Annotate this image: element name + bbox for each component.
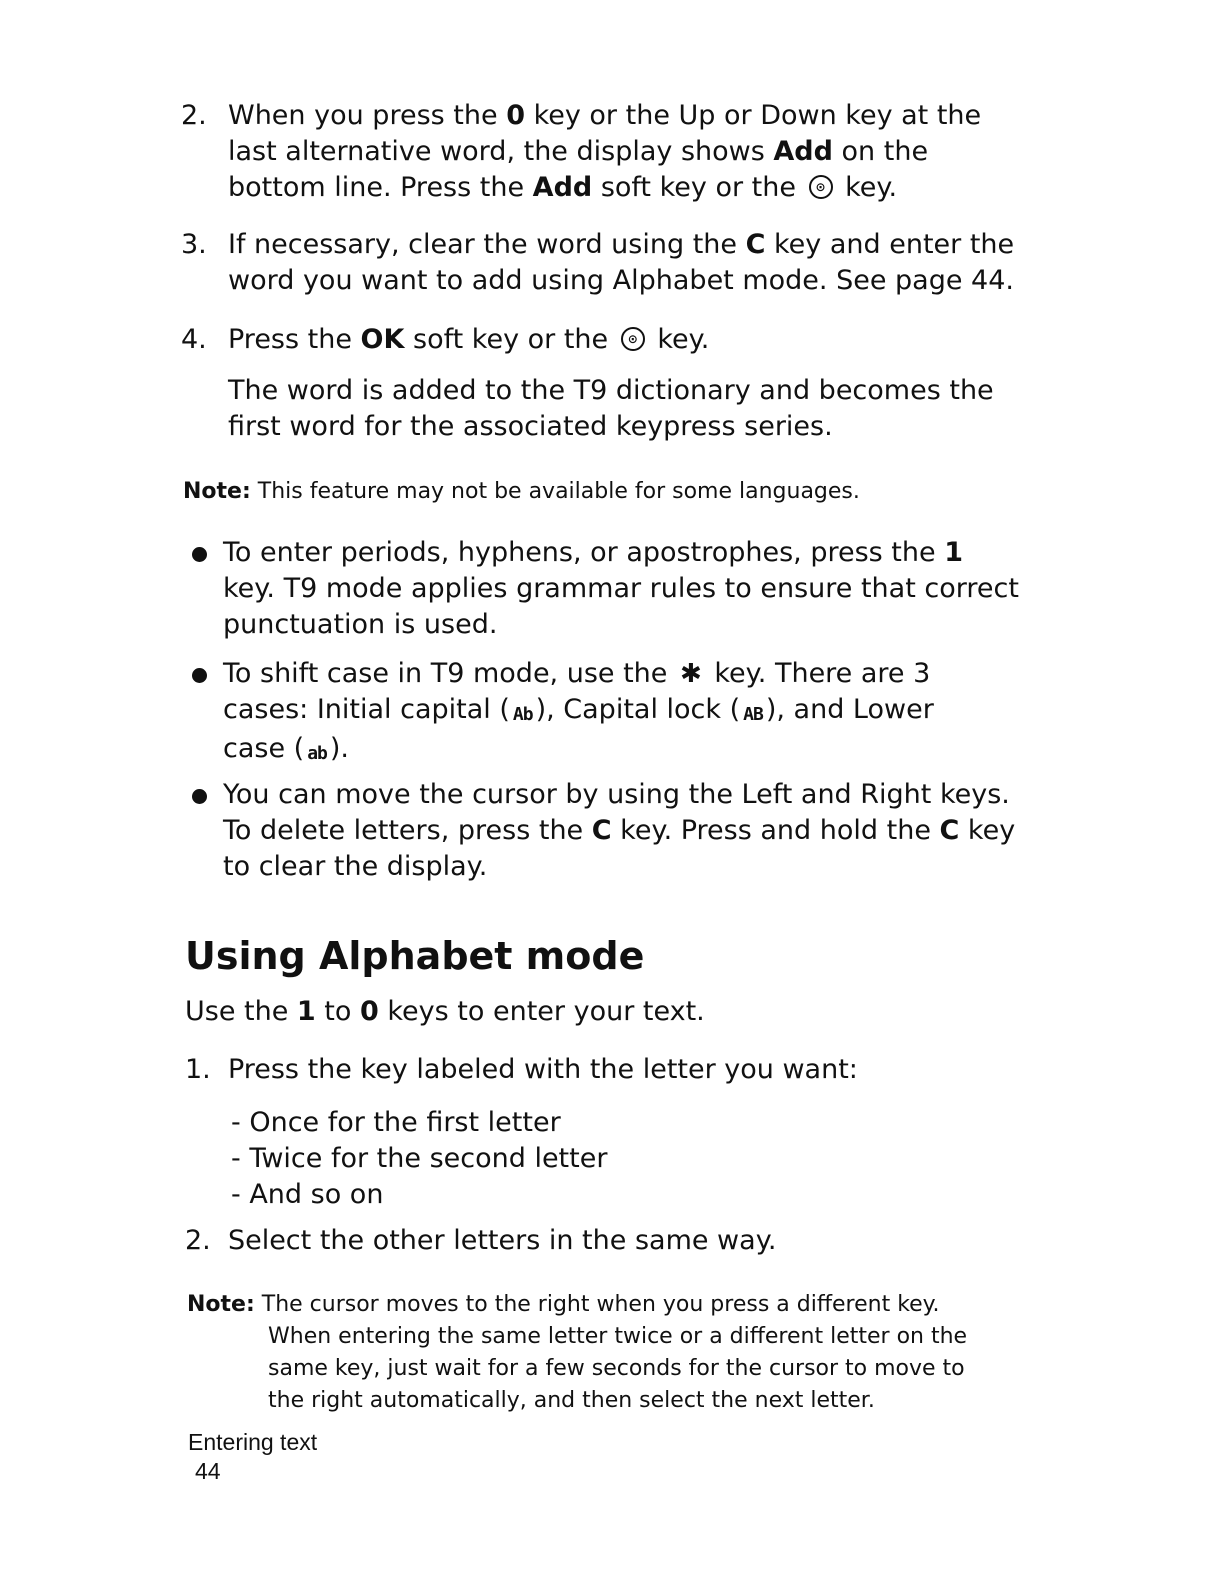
note-line: When entering the same letter twice or a different letter on the (268, 1324, 968, 1349)
note-cursor (187, 1289, 940, 1321)
key-name: C (591, 815, 612, 846)
bullet-item (223, 777, 1015, 885)
key-name: 0 (360, 996, 379, 1027)
key-name: 1 (296, 996, 316, 1027)
text-run: soft key or the (592, 172, 805, 203)
bullet-line (223, 692, 934, 731)
text-run: Press the (228, 324, 361, 355)
step-number: 4. (181, 324, 207, 355)
page-number: 44 (195, 1458, 221, 1484)
text-run: key. Press and hold the (611, 815, 940, 846)
note-label: Note: (187, 1292, 255, 1317)
text-run: case ( (223, 733, 305, 764)
bullet-icon (192, 668, 207, 683)
intro-line (185, 994, 705, 1030)
text-run: cases: Initial capital ( (223, 694, 510, 725)
text-run: key. There are 3 (705, 658, 931, 689)
step-number: 2. (185, 1225, 211, 1256)
step-line (228, 263, 1014, 299)
bullet-icon (192, 547, 207, 562)
text-run: You can move the cursor by using the Left and Right keys. (223, 779, 1010, 810)
note-cursor-continued (268, 1321, 967, 1417)
press-count-item: - Twice for the second letter (231, 1143, 608, 1174)
text-run: last alternative word, the display shows (228, 136, 774, 167)
bullet-line (223, 813, 1015, 849)
step-text (228, 322, 709, 358)
bullet-line (223, 849, 1015, 885)
text-run: ), and Lower (765, 694, 934, 725)
text-run: If necessary, clear the word using the (228, 229, 746, 260)
alphabet-step-1 (185, 1052, 858, 1088)
note-languages (183, 476, 860, 508)
step-text: Select the other letters in the same way. (227, 1225, 777, 1256)
alphabet-intro (185, 994, 705, 1030)
step-line (228, 170, 981, 206)
result-line: The word is added to the T9 dictionary and becomes the (228, 375, 994, 406)
note-label: Note: (183, 479, 251, 504)
step-number: 1. (185, 1054, 211, 1085)
key-name: 0 (506, 100, 525, 131)
step-number: 2. (181, 100, 207, 131)
text-run: key and enter the (765, 229, 1015, 260)
step4-result (228, 373, 994, 445)
note-text: The cursor moves to the right when you press a different key. (261, 1292, 940, 1317)
section-heading: Using Alphabet mode (185, 934, 645, 978)
text-run: to (315, 996, 360, 1027)
text-run: key. T9 mode applies grammar rules to ensure that correct (223, 573, 1019, 604)
text-run: keys to enter your text. (378, 996, 705, 1027)
step-text (228, 98, 981, 206)
key-name: Add (773, 136, 833, 167)
key-name: Add (532, 172, 593, 203)
text-run: punctuation is used. (223, 609, 498, 640)
text-run: ). (329, 733, 349, 764)
bullet-line (223, 731, 934, 770)
bullet-line (223, 777, 1015, 813)
step-line (228, 98, 981, 134)
text-run: When you press the (228, 100, 507, 131)
text-run: key. (836, 172, 898, 203)
key-name: 1 (944, 537, 963, 568)
footer-section-title: Entering text (188, 1429, 318, 1455)
text-run: word you want to add using Alphabet mode. See page 44. (228, 265, 1014, 296)
note-line: same key, just wait for a few seconds for the cursor to move to (268, 1356, 965, 1381)
step-text (228, 227, 1014, 299)
alphabet-step-2 (185, 1223, 776, 1259)
ok-key-icon: ⊙ (621, 327, 645, 351)
text-run: bottom line. Press the (228, 172, 533, 203)
bullet-line (223, 607, 1019, 643)
text-run: key (959, 815, 1016, 846)
bullet-line (223, 571, 1019, 607)
lower-case-icon: ab (307, 743, 327, 764)
text-run: To delete letters, press the (223, 815, 592, 846)
press-count-item: - And so on (231, 1179, 384, 1210)
key-name: C (745, 229, 766, 260)
press-count-list (231, 1105, 607, 1213)
ok-key-icon: ⊙ (809, 175, 833, 199)
text-run: Use the (185, 996, 297, 1027)
text-run: soft key or the (404, 324, 617, 355)
step-text: Press the key labeled with the letter you want: (227, 1054, 858, 1085)
step-number: 3. (181, 229, 207, 260)
bullet-line (223, 656, 934, 692)
text-run: ), Capital lock ( (535, 694, 741, 725)
text-run: to clear the display. (223, 851, 488, 882)
step-line (228, 227, 1014, 263)
bullet-item (223, 535, 1019, 643)
note-text: This feature may not be available for some languages. (257, 479, 860, 504)
step-line (228, 134, 981, 170)
bullet-item (223, 656, 934, 770)
text-run: key. (648, 324, 710, 355)
step-line (228, 322, 709, 358)
text-run: key or the Up or Down key at the (524, 100, 982, 131)
bullet-line (223, 535, 1019, 571)
note-line: the right automatically, and then select the next letter. (268, 1388, 875, 1413)
star-key-icon: ✱ (680, 659, 702, 689)
press-count-item: - Once for the first letter (231, 1107, 561, 1138)
capital-lock-icon: AB (743, 704, 763, 725)
result-line: first word for the associated keypress series. (228, 411, 833, 442)
key-name: C (939, 815, 960, 846)
text-run: To enter periods, hyphens, or apostrophes, press the (223, 537, 945, 568)
bullet-icon (192, 789, 207, 804)
initial-capital-icon: Ab (512, 704, 533, 725)
key-name: OK (360, 324, 405, 355)
text-run: To shift case in T9 mode, use the (223, 658, 676, 689)
text-run: on the (832, 136, 929, 167)
